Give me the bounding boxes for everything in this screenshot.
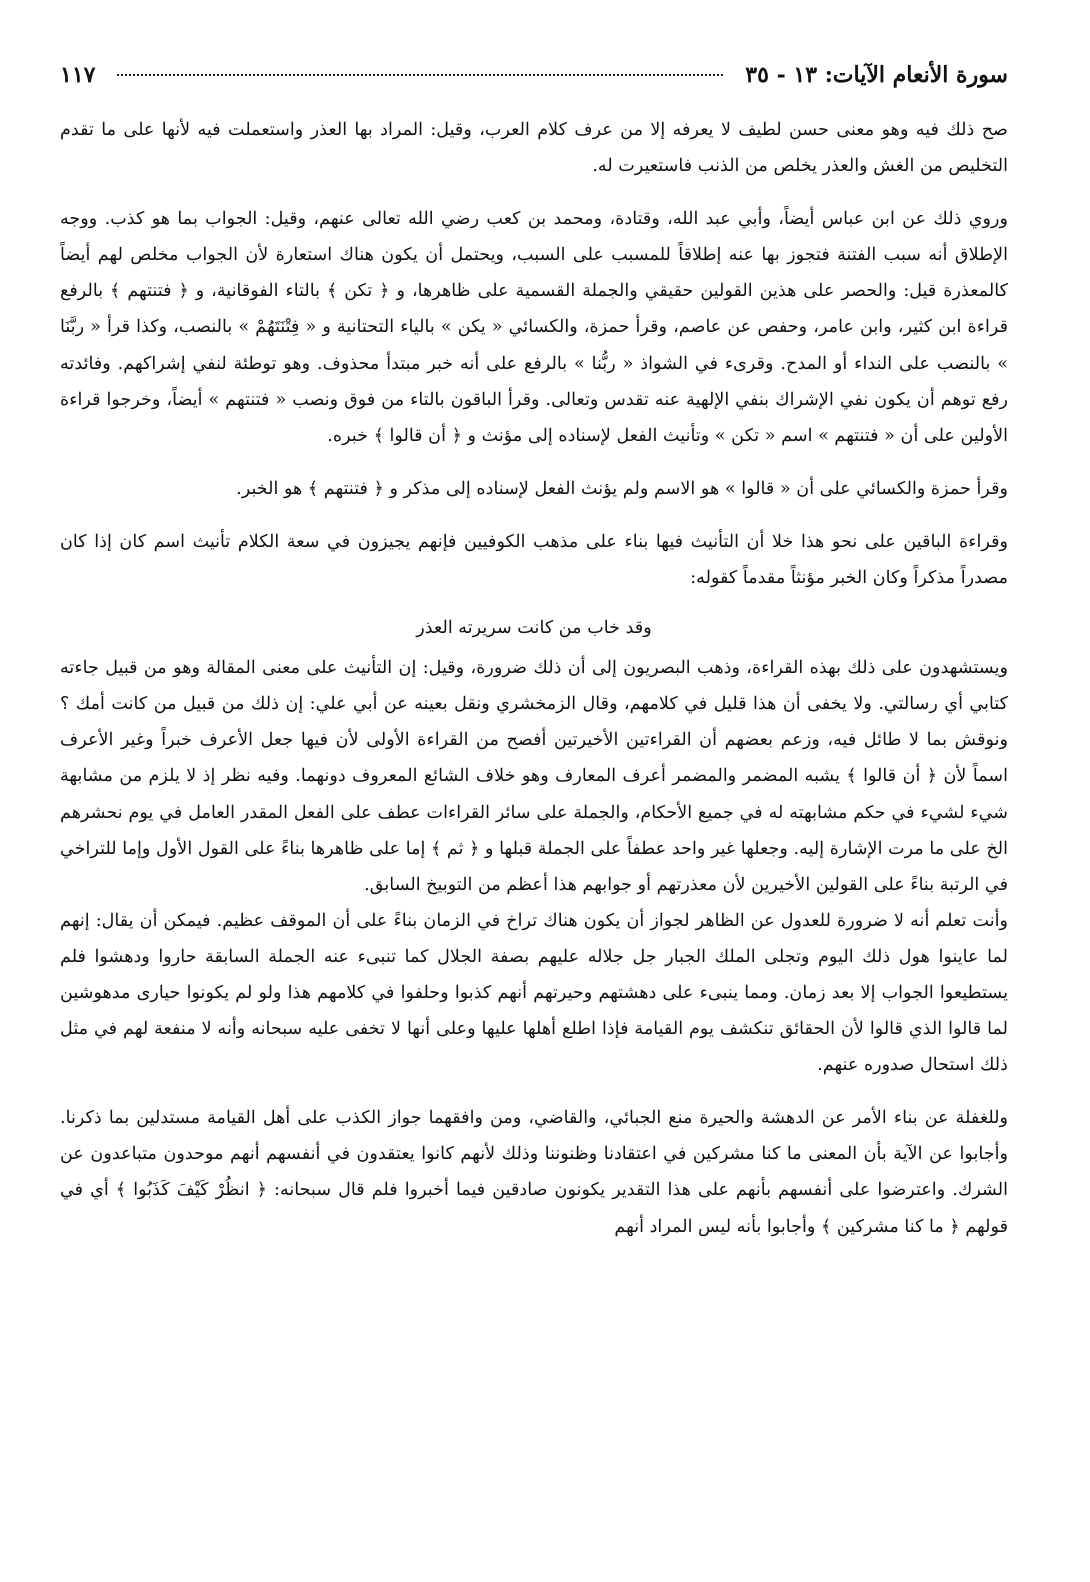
dotted-leader — [117, 74, 723, 76]
page — [60, 62, 1008, 1245]
paragraph-6: وأنت تعلم أنه لا ضرورة للعدول عن الظاهر لجواز أن يكون هناك تراخ في الزمان بناءً على أن الموقف عظيم. فيمكن أن يقال: إنهم لما عاينوا هول ذلك اليوم وتجلى الملك الجبار جل جلاله عليهم بصفة الجلال كما تنبىء عنه الجملة السابقة حاروا ودهشوا فلم يستطيعوا الجواب إلا بعد زمان. ومما ينبىء على دهشتهم وحيرتهم أنهم كذبوا وحلفوا في كلامهم هذا ولو لم يكونوا حيارى مدهوشين لما قالوا الذي قالوا لأن الحقائق تنكشف يوم القيامة فإذا اطلع أهلها عليها وعلى أنها لا تخفى عليه سبحانه وأنه لا منفعة لهم في مثل ذلك استحال صدوره عنهم. — [60, 910, 1008, 1076]
poetry-verse: وقد خاب من كانت سريرته العذر — [416, 618, 652, 639]
page-number: ١١٧ — [60, 62, 96, 88]
paragraph-1: صح ذلك فيه وهو معنى حسن لطيف لا يعرفه إلا من عرف كلام العرب، وقيل: المراد بها العذر واستعملت فيه لأنها على ما تقدم التخليص من الغش والعذر يخلص من الذنب فاستعيرت له. — [60, 120, 1008, 177]
running-header — [60, 62, 1008, 112]
paragraph-5: ويستشهدون على ذلك بهذه القراءة، وذهب البصريون إلى أن ذلك ضرورة، وقيل: إن التأنيث على معنى المقالة وهو من قبيل جاءته كتابي أي رسالتي. ولا يخفى أن هذا قليل في كلامهم، وقال الزمخشري ونقل بعينه عن أبي علي: إن ذلك من قبيل من كانت أمك ؟ ونوقش بما لا طائل فيه، وزعم بعضهم أن القراءتين الأخيرتين أفصح من القراءة الأولى لأن فيها جعل الأعرف خبراً وغير الأعرف اسماً لأن ﴿ أن قالوا ﴾ يشبه المضمر والمضمر أعرف المعارف وهو خلاف الشائع المعروف دونهما. وفيه نظر إذ لا يلزم من مشابهة شيء لشيء في حكم مشابهته له في جميع الأحكام، والجملة على سائر القراءات عطف على الفعل المقدر العامل في يوم نحشرهم الخ على ما مرت الإشارة إليه. وجعلها غير واحد عطفاً على الجملة قبلها و ﴿ ثم ﴾ إما على ظاهرها بناءً على القول الأول وإما للتراخي في الرتبة بناءً على القولين الأخيرين لأن معذرتهم أو جوابهم هذا أعظم من التوبيخ السابق. — [60, 658, 1008, 895]
surah-title: سورة الأنعام الآيات: ١٣ - ٣٥ — [745, 62, 1008, 88]
paragraph-2: وروي ذلك عن ابن عباس أيضاً، وأبي عبد الله، وقتادة، ومحمد بن كعب رضي الله تعالى عنهم، وقيل: الجواب بما هو كذب. ووجه الإطلاق أنه سبب الفتنة فتجوز بها عنه إطلاقاً للمسبب على السبب، ويحتمل أن يكون هناك استعارة لأن الجواب مخلص لهم أيضاً كالمعذرة قيل: والحصر على هذين القولين حقيقي والجملة القسمية على ظاهرها، و ﴿ تكن ﴾ بالتاء الفوقانية، و ﴿ فتنتهم ﴾ بالرفع قراءة ابن كثير، وابن عامر، وحفص عن عاصم، وقرأ حمزة، والكسائي « يكن » بالياء التحتانية و « فِتْنَتَهُمْ » بالنصب، وكذا قرأ « ربَّنَا » بالنصب على النداء أو المدح. وقرىء في الشواذ « ربُّنا » بالرفع على أنه خبر مبتدأ محذوف. وهو توطئة لنفي إشراكهم. وفائدته رفع توهم أن يكون نفي الإشراك بنفي الإلهية عنه تقدس وتعالى. وقرأ الباقون بالتاء من فوق ونصب « فتنتهم » أيضاً، وخرجوا قراءة الأولين على أن « فتنتهم » اسم « تكن » وتأنيث الفعل لإسناده إلى مؤنث و ﴿ أن قالوا ﴾ خبره. — [60, 209, 1008, 446]
paragraph-3: وقرأ حمزة والكسائي على أن « قالوا » هو الاسم ولم يؤنث الفعل لإسناده إلى مذكر و ﴿ فتنتهم ﴾ هو الخبر. — [236, 478, 1008, 499]
paragraph-4: وقراءة الباقين على نحو هذا خلا أن التأنيث فيها بناء على مذهب الكوفيين فإنهم يجيزون في سعة الكلام تأنيث اسم كان إذا كان مصدراً مذكراً وكان الخبر مؤنثاً مقدماً كقوله: — [60, 531, 1008, 589]
paragraph-7: وللغفلة عن بناء الأمر عن الدهشة والحيرة منع الجبائي، والقاضي، ومن وافقهما جواز الكذب على أهل القيامة مستدلين بما ذكرنا. وأجابوا عن الآية بأن المعنى ما كنا مشركين في اعتقادنا وظنوننا وذلك لأنهم كانوا يعتقدون في أنفسهم أنهم موحدون متباعدون عن الشرك. واعترضوا على أنفسهم بأنهم على هذا التقدير يكونون صادقين فيما أخبروا فلم قال سبحانه: ﴿ انظُرْ كَيْفَ كَذَبُوا ﴾ أي في قولهم ﴿ ما كنا مشركين ﴾ وأجابوا بأنه ليس المراد أنهم — [60, 1108, 1008, 1237]
